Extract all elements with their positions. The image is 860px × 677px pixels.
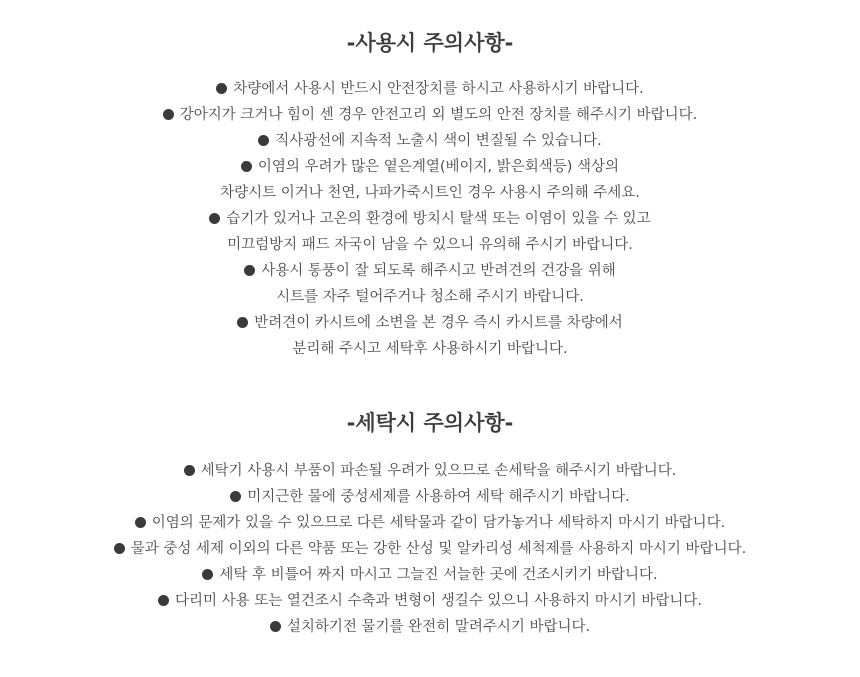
washing-precaution-line	[0, 484, 860, 510]
precaution-text: 세탁기 사용시 부품이 파손될 우려가 있으므로 손세탁을 해주시기 바랍니다.	[200, 463, 677, 479]
usage-precaution-line	[0, 336, 860, 362]
usage-precaution-line	[0, 258, 860, 284]
usage-precaution-line	[0, 232, 860, 258]
bullet-icon	[163, 109, 174, 120]
bullet-icon	[209, 213, 220, 224]
usage-precaution-line	[0, 154, 860, 180]
bullet-icon	[237, 317, 248, 328]
usage-precaution-line	[0, 76, 860, 102]
precaution-text: 직사광선에 지속적 노출시 색이 변질될 수 있습니다.	[275, 133, 602, 149]
bullet-icon	[270, 621, 281, 632]
washing-precautions-title: -세탁시 주의사항-	[346, 411, 514, 435]
precaution-text: 다리미 사용 또는 열건조시 수축과 변형이 생길수 있으니 사용하지 마시기 바랍니다.	[175, 593, 702, 609]
bullet-icon	[184, 465, 195, 476]
usage-precautions-title: -사용시 주의사항-	[346, 31, 514, 55]
washing-precaution-line	[0, 510, 860, 536]
bullet-icon	[230, 491, 241, 502]
washing-precautions-list	[0, 458, 860, 640]
precaution-text: 사용시 통풍이 잘 되도록 해주시고 반려견의 건강을 위해	[261, 263, 616, 279]
precaution-text: 분리해 주시고 세탁후 사용하시기 바랍니다.	[292, 341, 568, 357]
usage-precaution-line	[0, 310, 860, 336]
bullet-icon	[202, 569, 213, 580]
usage-precaution-line	[0, 284, 860, 310]
bullet-icon	[158, 595, 169, 606]
washing-precaution-line	[0, 588, 860, 614]
precaution-text: 습기가 있거나 고온의 환경에 방치시 탈색 또는 이염이 있을 수 있고	[226, 211, 651, 227]
usage-precaution-line	[0, 206, 860, 232]
usage-precaution-line	[0, 180, 860, 206]
precaution-text: 시트를 자주 털어주거나 청소해 주시기 바랍니다.	[276, 289, 584, 305]
bullet-icon	[241, 161, 252, 172]
usage-precautions-section	[0, 28, 860, 362]
precaution-text: 차량에서 사용시 반드시 안전장치를 하시고 사용하시기 바랍니다.	[233, 81, 644, 97]
usage-precautions-list	[0, 76, 860, 362]
washing-precaution-line	[0, 536, 860, 562]
precaution-text: 이염의 우려가 많은 옅은계열(베이지, 밝은회색등) 색상의	[257, 159, 620, 175]
bullet-icon	[216, 83, 227, 94]
precaution-text: 반려견이 카시트에 소변을 본 경우 즉시 카시트를 차량에서	[254, 315, 623, 331]
bullet-icon	[258, 135, 269, 146]
washing-precaution-line	[0, 562, 860, 588]
precaution-text: 세탁 후 비틀어 짜지 마시고 그늘진 서늘한 곳에 건조시키기 바랍니다.	[219, 567, 658, 583]
precaution-text: 미지근한 물에 중성세제를 사용하여 세탁 해주시기 바랍니다.	[247, 489, 630, 505]
precaution-text: 미끄럼방지 패드 자국이 남을 수 있으니 유의해 주시기 바랍니다.	[227, 237, 633, 253]
washing-precautions-section	[0, 408, 860, 640]
usage-precaution-line	[0, 102, 860, 128]
precaution-text: 이염의 문제가 있을 수 있으므로 다른 세탁물과 같이 담가놓거나 세탁하지 마시기 바랍니다.	[151, 515, 726, 531]
precaution-text: 차량시트 이거나 천연, 나파가죽시트인 경우 사용시 주의해 주세요.	[220, 185, 640, 201]
washing-precaution-line	[0, 614, 860, 640]
precaution-text: 물과 중성 세제 이외의 다른 약품 또는 강한 산성 및 알카리성 세척제를 사용하지 마시기 바랍니다.	[130, 541, 747, 557]
usage-precaution-line	[0, 128, 860, 154]
precaution-text: 강아지가 크거나 힘이 센 경우 안전고리 외 별도의 안전 장치를 해주시기 바랍니다.	[179, 107, 698, 123]
bullet-icon	[244, 265, 255, 276]
precaution-text: 설치하기전 물기를 완전히 말려주시기 바랍니다.	[286, 619, 591, 635]
washing-precaution-line	[0, 458, 860, 484]
bullet-icon	[114, 543, 125, 554]
bullet-icon	[135, 517, 146, 528]
